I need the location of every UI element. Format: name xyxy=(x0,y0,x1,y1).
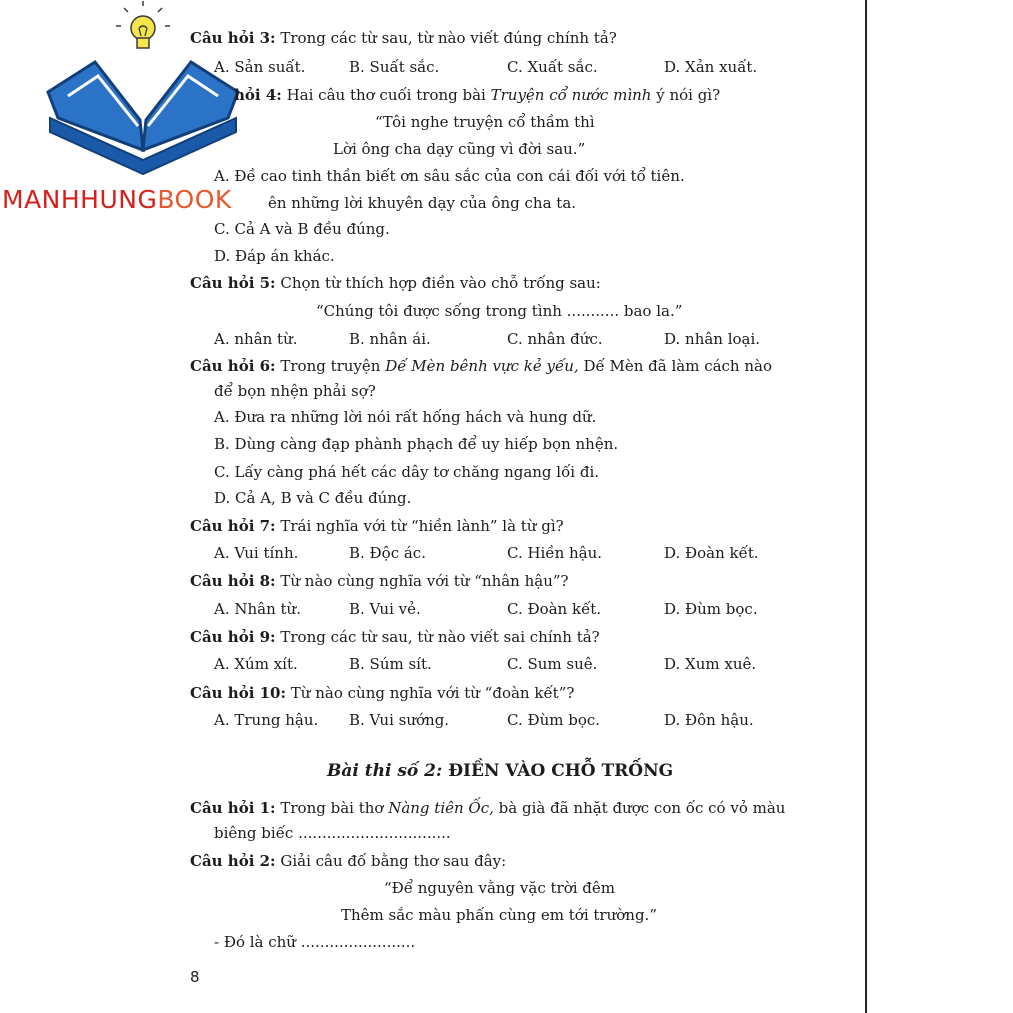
story-title: Dế Mèn bênh vực kẻ yếu, xyxy=(385,357,579,375)
q4-option-b: ên những lời khuyên dạy của ông cha ta. xyxy=(268,194,577,212)
fill-question-2-label: Câu hỏi 2: xyxy=(190,852,276,870)
question-10-text: Từ nào cùng nghĩa với từ “đoàn kết”? xyxy=(286,684,575,702)
question-4-text: Hai câu thơ cuối trong bài xyxy=(281,86,491,104)
fill-question-1 xyxy=(190,799,785,817)
q9-option-a: A. Xúm xít. xyxy=(214,655,298,673)
poem-title-2: Nàng tiên Ốc, xyxy=(388,799,494,817)
q8-option-b: B. Vui vẻ. xyxy=(349,600,421,618)
fill-question-1-text-end: bà già đã nhặt được con ốc có vỏ màu xyxy=(493,799,786,817)
q10-option-b: B. Vui sướng. xyxy=(349,711,450,729)
question-3 xyxy=(190,29,617,47)
q3-option-a: A. Sản suất. xyxy=(214,58,306,76)
question-6-text: Trong truyện xyxy=(275,357,386,375)
question-4-text-end: ý nói gì? xyxy=(651,86,721,104)
fill-question-1-text: Trong bài thơ xyxy=(275,799,389,817)
q8-option-d: D. Đùm bọc. xyxy=(664,600,758,618)
question-5-label: Câu hỏi 5: xyxy=(190,274,276,292)
q9-option-c: C. Sum suê. xyxy=(507,655,598,673)
q10-option-d: D. Đôn hậu. xyxy=(664,711,754,729)
question-9-text: Trong các từ sau, từ nào viết sai chính tả? xyxy=(275,628,600,646)
fill-question-1-label: Câu hỏi 1: xyxy=(190,799,276,817)
question-9 xyxy=(190,628,600,646)
section-2-title-prefix: Bài thi số 2: xyxy=(327,761,443,781)
q4-option-d: D. Đáp án khác. xyxy=(214,247,335,265)
fill-question-1-line-2: biêng biếc ................................ xyxy=(214,824,451,842)
q5-option-b: B. nhân ái. xyxy=(349,330,431,348)
q6-option-a: A. Đưa ra những lời nói rất hống hách và hung dữ. xyxy=(214,408,597,426)
question-10 xyxy=(190,684,574,702)
question-7 xyxy=(190,517,564,535)
q9-option-b: B. Súm sít. xyxy=(349,655,432,673)
q3-option-d: D. Xản xuất. xyxy=(664,58,758,76)
question-3-label: Câu hỏi 3: xyxy=(190,29,276,47)
question-6-line-2: để bọn nhện phải sợ? xyxy=(214,382,376,400)
question-9-label: Câu hỏi 9: xyxy=(190,628,276,646)
q5-option-c: C. nhân đức. xyxy=(507,330,603,348)
question-4 xyxy=(234,86,720,104)
question-7-text: Trái nghĩa với từ “hiền lành” là từ gì? xyxy=(275,517,564,535)
poem-title: Truyện cổ nước mình xyxy=(490,86,652,104)
riddle-line-2: Thêm sắc màu phấn cùng em tới trường.” xyxy=(341,906,657,924)
q7-option-a: A. Vui tính. xyxy=(214,544,299,562)
question-6 xyxy=(190,357,772,375)
q5-option-a: A. nhân từ. xyxy=(214,330,298,348)
brand-wordmark xyxy=(2,185,232,214)
question-5-text: Chọn từ thích hợp điền vào chỗ trống sau: xyxy=(275,274,601,292)
question-8-label: Câu hỏi 8: xyxy=(190,572,276,590)
question-6-text-end: Dế Mèn đã làm cách nào xyxy=(578,357,772,375)
page-number: 8 xyxy=(190,968,200,986)
q7-option-d: D. Đoàn kết. xyxy=(664,544,759,562)
q7-option-b: B. Độc ác. xyxy=(349,544,426,562)
q10-option-c: C. Đùm bọc. xyxy=(507,711,601,729)
q4-poem-line-1: “Tôi nghe truyện cổ thầm thì xyxy=(375,113,595,131)
question-6-label: Câu hỏi 6: xyxy=(190,357,276,375)
question-8 xyxy=(190,572,569,590)
q4-option-a: A. Đề cao tinh thần biết ơn sâu sắc của con cái đối với tổ tiên. xyxy=(214,167,685,185)
fill-question-2 xyxy=(190,852,506,870)
q5-option-d: D. nhân loại. xyxy=(664,330,761,348)
question-8-text: Từ nào cùng nghĩa với từ “nhân hậu”? xyxy=(275,572,569,590)
brand-name-part2: BOOK xyxy=(157,185,232,214)
section-2-title xyxy=(327,761,673,781)
q9-option-d: D. Xum xuê. xyxy=(664,655,757,673)
q7-option-c: C. Hiền hậu. xyxy=(507,544,603,562)
riddle-line-1: “Để nguyên vằng vặc trời đêm xyxy=(384,879,616,897)
brand-name-part1: MANHHUNG xyxy=(2,185,158,214)
q4-poem-line-2: Lời ông cha dạy cũng vì đời sau.” xyxy=(333,140,586,158)
q6-option-c: C. Lấy càng phá hết các dây tơ chăng ngang lối đi. xyxy=(214,463,600,481)
q3-option-b: B. Suất sắc. xyxy=(349,58,440,76)
q6-option-d: D. Cả A, B và C đều đúng. xyxy=(214,489,412,507)
question-7-label: Câu hỏi 7: xyxy=(190,517,276,535)
q4-option-c: C. Cả A và B đều đúng. xyxy=(214,220,390,238)
q8-option-c: C. Đoàn kết. xyxy=(507,600,602,618)
fill-question-2-text: Giải câu đố bằng thơ sau đây: xyxy=(275,852,507,870)
q6-option-b: B. Dùng càng đạp phành phạch để uy hiếp bọn nhện. xyxy=(214,435,619,453)
question-4-label: hỏi 4: xyxy=(234,86,282,104)
section-2-title-text: ĐIỀN VÀO CHỖ TRỐNG xyxy=(442,761,674,781)
question-5 xyxy=(190,274,601,292)
page-edge-line xyxy=(865,0,867,1013)
q5-quote: “Chúng tôi được sống trong tình ........... bao la.” xyxy=(316,302,683,320)
riddle-answer-line: - Đó là chữ ........................ xyxy=(214,933,416,951)
q10-option-a: A. Trung hậu. xyxy=(214,711,319,729)
q8-option-a: A. Nhân từ. xyxy=(214,600,301,618)
q3-option-c: C. Xuất sắc. xyxy=(507,58,598,76)
question-10-label: Câu hỏi 10: xyxy=(190,684,287,702)
question-3-text: Trong các từ sau, từ nào viết đúng chính tả? xyxy=(275,29,617,47)
